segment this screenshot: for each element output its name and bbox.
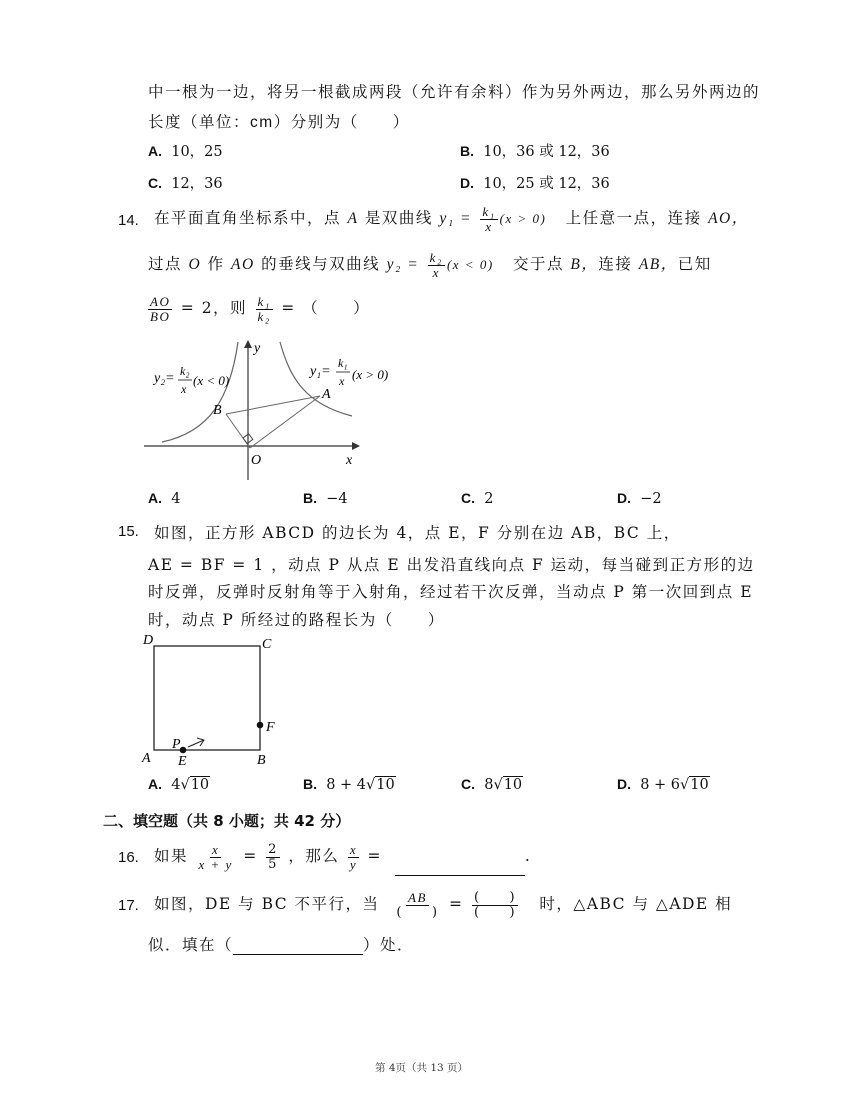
- point-a-label: A: [322, 387, 331, 402]
- fraction-ab-over-blank: $\frac{AB}{( )}$: [396, 889, 439, 920]
- fraction-k1-over-x: $\frac{\text{k₁}}{x}$: [482, 203, 496, 234]
- origin-label: O: [251, 453, 262, 468]
- section-heading: 二、填空题（共 8 小题；共 42 分）: [103, 812, 351, 830]
- option-text: 10，25: [171, 144, 223, 160]
- fraction-k1-over-k2: $\frac{\text{k₁}}{\text{k₂}}$: [257, 293, 271, 324]
- label-b: B: [257, 753, 266, 768]
- q13-option-c: [148, 172, 223, 193]
- label-a: A: [142, 751, 151, 766]
- fraction-x-over-xpy: $\frac{x}{x + y}$: [198, 841, 233, 872]
- cond1-label: (x > 0): [352, 367, 389, 382]
- q14-number: 14.: [118, 212, 139, 229]
- q16-number: 16.: [118, 849, 139, 866]
- q15-option-a: A. 4√10: [148, 776, 210, 793]
- x-denominator: x: [181, 382, 187, 396]
- y-axis-label: y: [254, 341, 261, 356]
- q14-option-c: C. 2: [461, 490, 494, 507]
- fraction-ao-over-bo: $\frac{AO}{BO}$: [150, 293, 171, 324]
- option-text: 10，36 或 12，36: [483, 144, 610, 160]
- option-letter: B.: [460, 143, 474, 159]
- segment-ao: [250, 396, 320, 448]
- q15-option-d: D. 8 + 6√10: [617, 776, 709, 793]
- segment-ab: [226, 396, 320, 414]
- q13-unit: cm: [250, 114, 274, 131]
- q15-line2: AE = BF = 1 ，动点 P 从点 E 出发沿直线向点 F 运动，每当碰到正方形的边: [148, 556, 755, 574]
- q13-option-d: [460, 172, 610, 193]
- label-c: C: [262, 637, 272, 652]
- q15-option-b: B. 8 + 4√10: [303, 776, 395, 793]
- q15-line3: 时反弹，反弹时反射角等于入射角，经过若干次反弹，当动点 P 第一次回到点 E: [148, 583, 754, 601]
- q15-number: 15.: [118, 523, 139, 540]
- q14-option-a: A. 4: [148, 490, 181, 507]
- x-denominator: x: [339, 374, 345, 388]
- q13-option-b: [460, 140, 610, 161]
- point-e: [180, 747, 187, 754]
- label-d: D: [143, 633, 154, 648]
- k1-label: k₁: [338, 356, 348, 370]
- y2-label: y₂=: [154, 371, 175, 386]
- hyperbola-graph: [140, 338, 402, 483]
- y-axis-arrow: [244, 340, 252, 348]
- k2-label: k₂: [180, 364, 190, 378]
- q14-line3: $\frac{AO}{BO}$ = 2，则 $\frac{\text{k₁}}{\text{k₂}}$ = （ ）: [150, 293, 371, 324]
- q17-line2: 似．填在（ ）处．: [148, 936, 415, 954]
- point-b-label: B: [213, 403, 222, 418]
- option-letter: A.: [148, 143, 162, 159]
- q13-line2-tail: ）分别为（ ）: [273, 113, 410, 131]
- y1-label: y₁=: [310, 364, 331, 379]
- q13-line1: 中一根为一边，将另一根截成两段（允许有余料）作为另外两边，那么另外两边的: [148, 83, 761, 101]
- x-axis-arrow: [352, 442, 360, 450]
- q14-option-b: B. −4: [303, 490, 348, 507]
- q17-number: 17.: [118, 897, 139, 914]
- q14-line2: 过点 O 作 AO 的垂线与双曲线 y₂ = $\frac{\text{k₂}}{x}$ (x < 0) 交于点 B，连接 AB，已知: [148, 249, 712, 280]
- q17-line1: 如图，DE 与 BC 不平行，当 $\frac{AB}{( )}$ = $\frac{( )}{( )}$ 时，△ABC 与 △ADE 相: [154, 889, 733, 920]
- q16-answer-blank[interactable]: [395, 857, 525, 876]
- q14-line1: 在平面直角坐标系中，点 A 是双曲线 y₁ = $\frac{\text{k₁}}{x}$ (x > 0) 上任意一点，连接 AO，: [154, 203, 749, 234]
- label-p: P: [172, 737, 181, 752]
- square-abcd: [154, 646, 260, 750]
- page-footer: 第 4页（共 13 页）: [375, 1062, 469, 1074]
- option-letter: D.: [460, 175, 474, 191]
- x-axis-label: x: [346, 453, 353, 468]
- option-letter: C.: [148, 175, 162, 191]
- q16-line: 如果 $\frac{x}{x + y}$ = $\frac{2}{5}$ ，那么 $\frac{x}{y}$ = .: [154, 836, 531, 876]
- q17-answer-blank[interactable]: [233, 936, 363, 955]
- option-text: 12，36: [171, 176, 223, 192]
- q14-option-d: D. −2: [617, 490, 662, 507]
- square-figure: [140, 630, 285, 770]
- hyperbola-branch-left: [162, 342, 238, 442]
- q13-line2: [148, 110, 410, 132]
- cond2-label: (x < 0): [193, 373, 230, 388]
- fraction-2-over-5: $\frac{2}{5}$: [268, 841, 278, 872]
- q13-line2-text: 长度（单位：: [148, 113, 251, 131]
- label-f: F: [266, 720, 275, 735]
- fraction-blank-over-blank: $\frac{( )}{( )}$: [473, 889, 517, 920]
- label-e: E: [178, 754, 187, 769]
- q15-option-c: C. 8√10: [461, 776, 523, 793]
- q15-line4: 时，动点 P 所经过的路程长为（ ）: [148, 611, 445, 629]
- fraction-x-over-y: $\frac{x}{y}$: [349, 841, 358, 872]
- fraction-k2-over-x: $\frac{\text{k₂}}{x}$: [429, 249, 443, 280]
- point-f: [257, 722, 264, 729]
- q15-line1: 如图，正方形 ABCD 的边长为 4，点 E，F 分别在边 AB，BC 上，: [154, 524, 681, 542]
- option-text: 10，25 或 12，36: [483, 176, 610, 192]
- q13-option-a: [148, 140, 223, 161]
